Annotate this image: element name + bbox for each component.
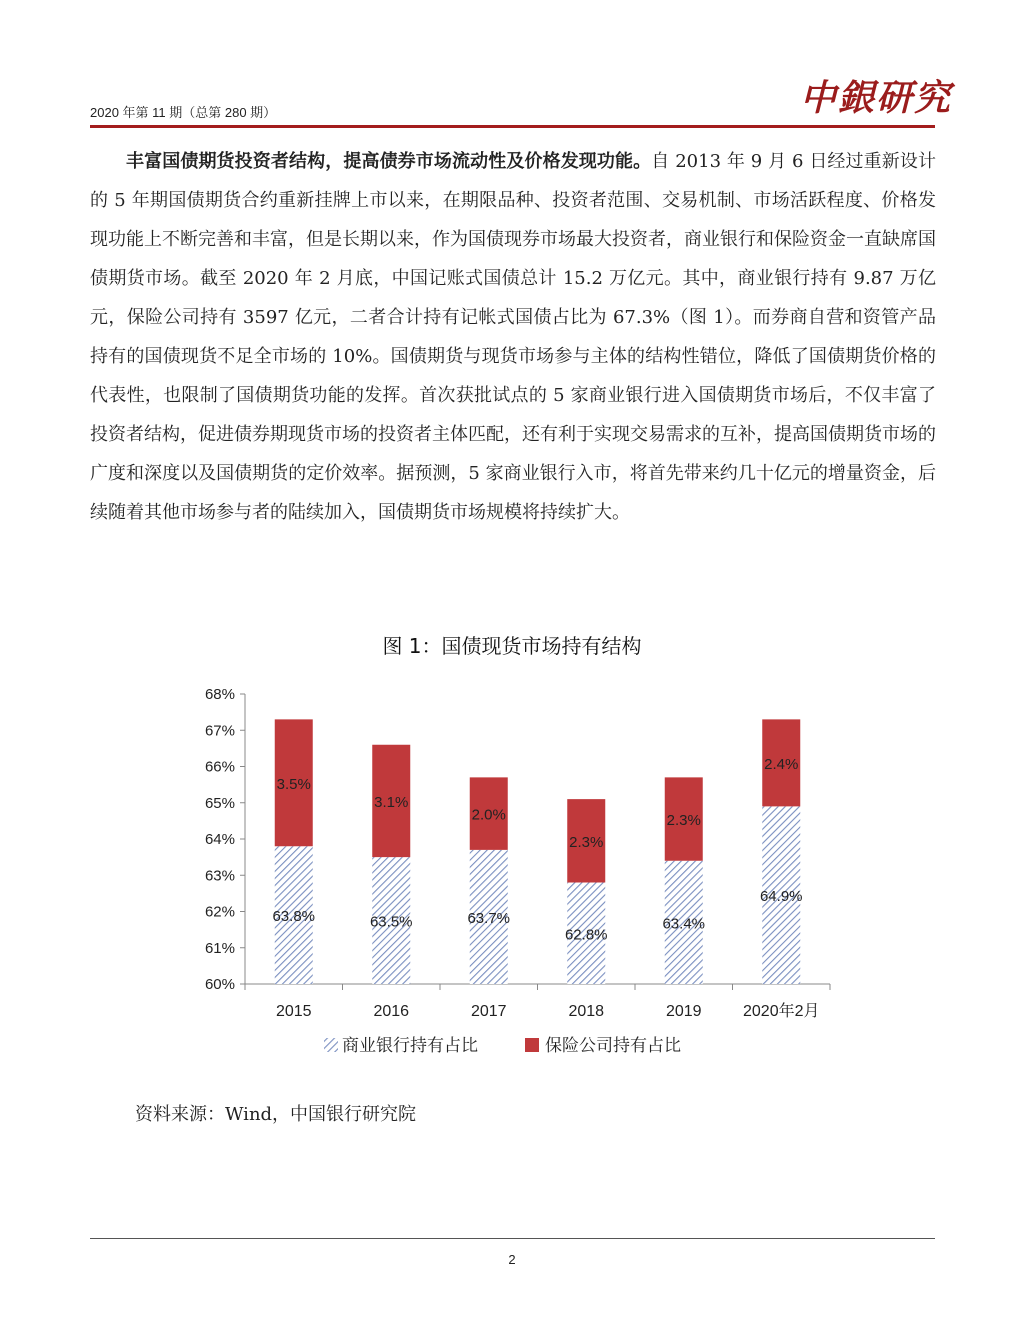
data-label-commercial-banks: 62.8%	[564, 926, 608, 944]
data-label-commercial-banks: 63.8%	[272, 908, 316, 926]
legend-swatch-insurance	[525, 1038, 539, 1052]
data-label-commercial-banks: 63.5%	[369, 913, 413, 931]
legend-label-commercial-banks: 商业银行持有占比	[342, 1036, 478, 1056]
body-lead: 丰富国债期货投资者结构，提高债券市场流动性及价格发现功能。	[126, 151, 652, 172]
y-axis	[205, 686, 245, 993]
data-label-commercial-banks: 64.9%	[759, 888, 803, 906]
x-tick-label: 2018	[568, 1003, 605, 1020]
page-number: 2	[508, 1252, 516, 1267]
data-label-commercial-banks: 63.7%	[467, 909, 511, 927]
bars	[275, 719, 801, 984]
y-tick-label: 65%	[204, 794, 235, 812]
body-text: 自 2013 年 9 月 6 日经过重新设计的 5 年期国债期货合约重新挂牌上市以来，在期限品种、投资者范围、交易机制、市场活跃程度、价格发现功能上不断完善和丰富，但是长期以来，作为国债现券市场最大投资者，商业银行和保险资金一直缺席国债期货市场。截至 2020 年 2 月底，中国记账式国债总计 15.2 万亿元。其中，商业银行持有 9.87 万亿元，保险公司持有 3597 亿元，二者合计持有记帐式国债占比为 67.3%（图 1）。而券商自营和资管产品持有的国债现货不足全市场的 10%。国债期货与现货市场参与主体的结构性错位，降低了国债期货价格的代表性，也限制了国债期货功能的发挥。首次获批试点的 5 家商业银行进入国债期货市场后，不仅丰富了投资者结构，促进债券期现货市场的投资者主体匹配，还有利于实现交易需求的互补，提高国债期货市场的广度和深度以及国债期货的定价效率。据预测，5 家商业银行入市，将首先带来约几十亿元的增量资金，后续随着其他市场参与者的陆续加入，国债期货市场规模将持续扩大。	[90, 151, 936, 523]
y-tick-label: 61%	[204, 939, 235, 957]
data-label-insurance: 3.5%	[276, 775, 311, 793]
data-label-insurance: 2.0%	[471, 806, 506, 824]
y-tick-label: 66%	[204, 758, 235, 776]
y-tick-label: 67%	[204, 722, 235, 740]
data-label-insurance: 3.1%	[374, 793, 409, 811]
y-tick-label: 68%	[204, 686, 235, 703]
y-tick-label: 62%	[204, 903, 235, 921]
figure-title: 图 1：国债现货市场持有结构	[382, 634, 642, 658]
data-label-insurance: 2.3%	[666, 812, 701, 830]
y-tick-label: 63%	[204, 867, 235, 885]
legend-swatch-commercial-banks	[324, 1038, 338, 1052]
x-tick-label: 2017	[470, 1003, 507, 1020]
data-label-insurance: 2.4%	[764, 755, 799, 773]
legend-label-insurance: 保险公司持有占比	[545, 1036, 681, 1056]
x-tick-label: 2020年2月	[743, 1003, 820, 1020]
footer-rule	[90, 1238, 935, 1239]
legend	[324, 1036, 681, 1056]
x-tick-label: 2019	[665, 1003, 702, 1020]
x-tick-label: 2015	[275, 1003, 312, 1020]
source-note: 资料来源：Wind，中国银行研究院	[135, 1104, 417, 1125]
data-labels	[272, 756, 802, 943]
header-issue: 2020 年第 11 期（总第 280 期）	[90, 105, 277, 120]
x-tick-label: 2016	[373, 1003, 410, 1020]
logo: 中銀研究	[800, 77, 953, 119]
x-axis	[245, 984, 830, 1020]
data-label-insurance: 2.3%	[569, 833, 604, 851]
y-tick-label: 60%	[204, 976, 235, 993]
data-label-commercial-banks: 63.4%	[662, 915, 706, 933]
y-tick-label: 64%	[204, 831, 235, 848]
